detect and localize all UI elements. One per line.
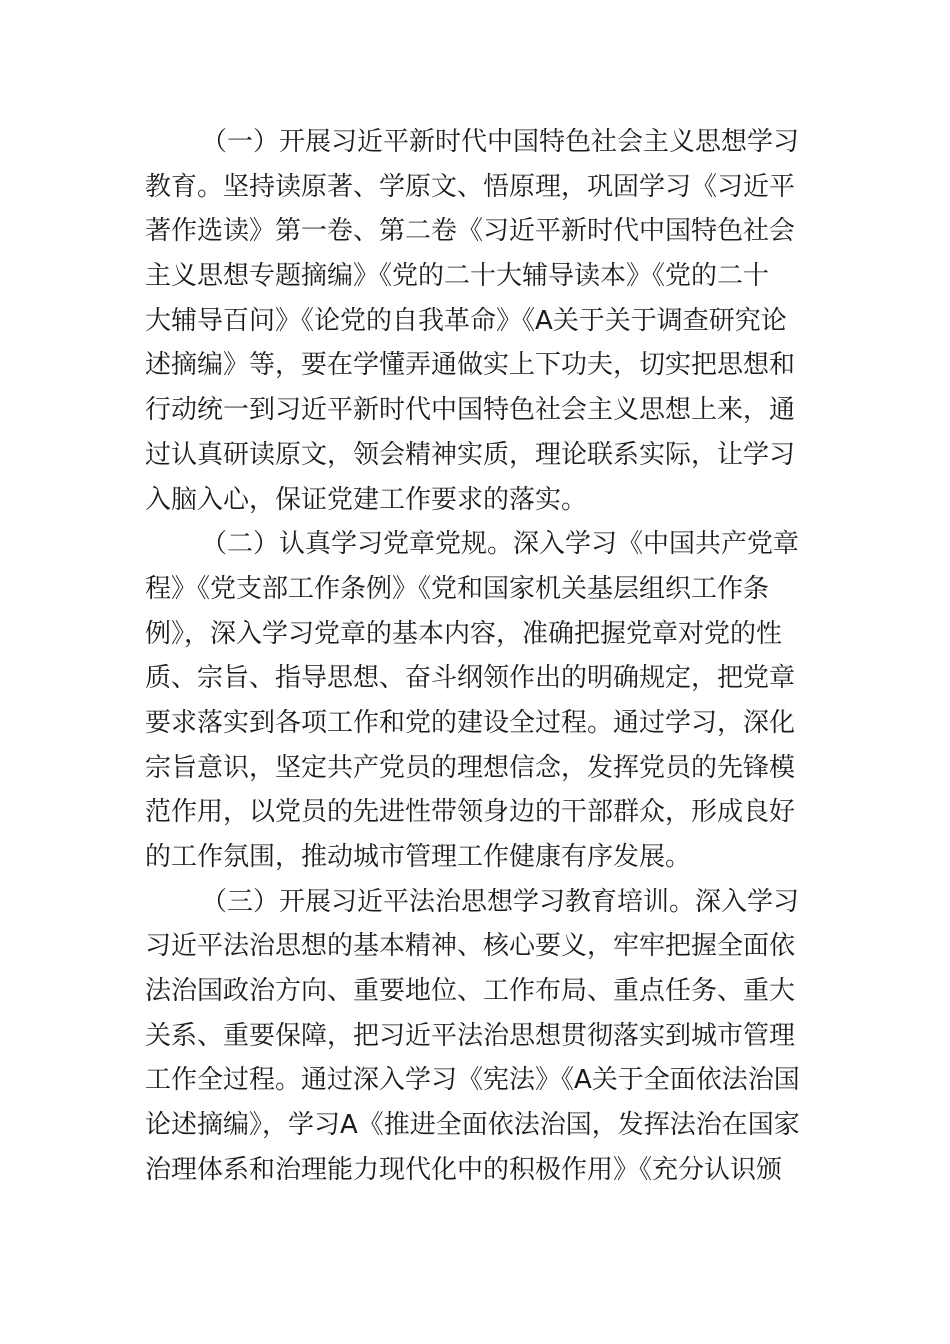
paragraph-line: 例》，深入学习党章的基本内容，准确把握党章对党的性 [145,618,783,649]
paragraph-line: （二）认真学习党章党规。深入学习《中国共产党章 [201,529,800,560]
paragraph-line: 法治国政治方向、重要地位、工作布局、重点任务、重大 [145,976,796,1007]
paragraph-line: 关系、重要保障，把习近平法治思想贯彻落实到城市管理 [145,1020,796,1051]
paragraph-line: 范作用，以党员的先进性带领身边的干部群众，形成良好 [145,797,796,828]
paragraph-line: 宗旨意识，坚定共产党员的理想信念，发挥党员的先锋模 [145,752,796,783]
paragraph-line: 工作全过程。通过深入学习《宪法》《A关于全面依法治国 [145,1065,800,1096]
paragraph-line: 过认真研读原文，领会精神实质，理论联系实际，让学习 [145,439,796,470]
paragraph-line: 大辅导百问》《论党的自我革命》《A关于关于调查研究论 [145,305,787,336]
paragraph-line: 习近平法治思想的基本精神、核心要义，牢牢把握全面依 [145,931,796,962]
paragraph-3 [145,880,815,1193]
paragraph-line: 论述摘编》，学习A《推进全面依法治国，发挥法治在国家 [145,1110,800,1141]
paragraph-line: （一）开展习近平新时代中国特色社会主义思想学习 [201,127,800,157]
paragraph-line: 行动统一到习近平新时代中国特色社会主义思想上来，通 [145,395,796,426]
paragraph-line: 质、宗旨、指导思想、奋斗纲领作出的明确规定，把党章 [145,663,796,694]
paragraph-line: 著作选读》第一卷、第二卷《习近平新时代中国特色社会 [145,216,796,247]
paragraph-2 [145,522,815,880]
paragraph-1 [145,120,815,522]
paragraph-line: 教育。坚持读原著、学原文、悟原理，巩固学习《习近平 [145,171,796,202]
paragraph-line: 主义思想专题摘编》《党的二十大辅导读本》《党的二十 [145,261,770,292]
paragraph-line: （三）开展习近平法治思想学习教育培训。深入学习 [201,886,800,917]
paragraph-line: 要求落实到各项工作和党的建设全过程。通过学习，深化 [145,707,796,738]
paragraph-line: 程》《党支部工作条例》《党和国家机关基层组织工作条 [145,573,770,604]
paragraph-line: 述摘编》等，要在学懂弄通做实上下功夫，切实把思想和 [145,350,796,381]
paragraph-line: 治理体系和治理能力现代化中的积极作用》《充分认识颁 [145,1154,783,1185]
paragraph-line: 的工作氛围，推动城市管理工作健康有序发展。 [145,842,692,872]
paragraph-line: 入脑入心，保证党建工作要求的落实。 [145,484,588,515]
document-body [145,120,815,1193]
